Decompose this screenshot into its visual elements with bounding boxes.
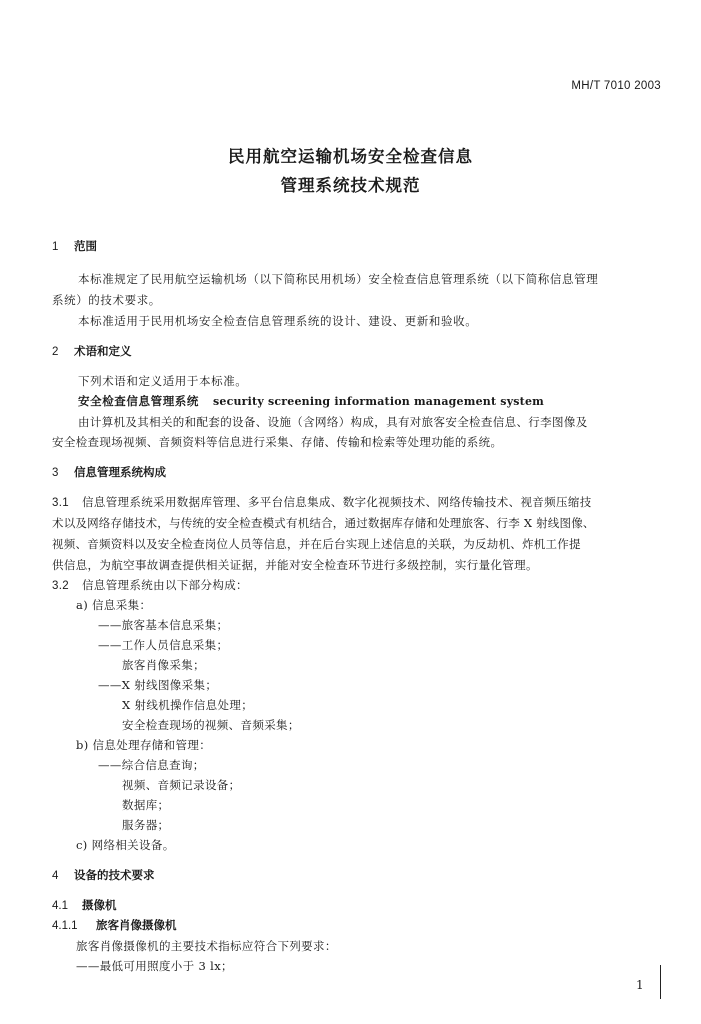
list-b-item-2: 视频、音频记录设备；: [122, 778, 241, 792]
section-4-1-heading: [52, 897, 117, 913]
section-4-1-1-number: 4.1.1: [52, 920, 78, 932]
clause-3-2-number: 3.2: [52, 580, 70, 592]
clause-3-1-text-a: 信息管理系统采用数据库管理、多平台信息集成、数字化视频技术、网络传输技术、视音频压缩技: [82, 495, 592, 509]
clause-3-1-number: 3.1: [52, 497, 70, 509]
standard-code: MH/T 7010 2003: [571, 80, 661, 92]
section-4-1-title: 摄像机: [82, 898, 117, 912]
section-1-para-2: 本标准适用于民用机场安全检查信息管理系统的设计、建设、更新和验收。: [78, 314, 478, 328]
clause-3-2-text: 信息管理系统由以下部分构成：: [82, 578, 248, 592]
section-3-number: 3: [52, 467, 59, 479]
section-1-para-1a: 本标准规定了民用航空运输机场（以下简称民用机场）安全检查信息管理系统（以下简称信息管理: [78, 272, 599, 286]
list-a-item-4: ——X 射线图像采集；: [98, 678, 218, 692]
section-4-1-1-title: 旅客肖像摄像机: [96, 918, 177, 932]
list-a-item-5: X 射线机操作信息处理；: [122, 698, 254, 712]
list-item-b: b) 信息处理存储和管理：: [76, 738, 212, 752]
list-a-item-1: ——旅客基本信息采集；: [98, 618, 229, 632]
clause-3-1-line-c: 视频、音频资料以及安全检查岗位人员等信息，并在后台实现上述信息的关联，为反劫机、炸机工作提: [52, 537, 581, 551]
page-number: 1: [636, 978, 644, 992]
list-b-item-1: ——综合信息查询；: [98, 758, 205, 772]
list-a-item-6: 安全检查现场的视频、音频采集；: [122, 718, 300, 732]
section-3-title: 信息管理系统构成: [74, 465, 166, 479]
section-1-heading: [52, 238, 97, 254]
section-2-heading: [52, 343, 132, 359]
section-4-heading: [52, 867, 155, 883]
term-english: security screening information management system: [213, 395, 544, 408]
section-1-number: 1: [52, 241, 59, 253]
clause-3-1-line-b: 术以及网络存储技术，与传统的安全检查模式有机结合，通过数据库存储和处理旅客、行李 X 射线图像、: [52, 516, 595, 530]
clause-3-2-line: [52, 577, 248, 593]
section-3-heading: [52, 464, 166, 480]
document-title-line-1: 民用航空运输机场安全检查信息: [228, 147, 473, 166]
section-4-para-2: ——最低可用照度小于 3 lx；: [76, 959, 233, 973]
definition-line-b: 安全检查现场视频、音频资料等信息进行采集、存储、传输和检索等处理功能的系统。: [52, 435, 503, 449]
scan-edge-mark: [660, 965, 661, 999]
list-a-item-2: ——工作人员信息采集；: [98, 638, 229, 652]
section-2-title: 术语和定义: [74, 344, 132, 358]
list-item-c: c) 网络相关设备。: [76, 838, 175, 852]
term-chinese: 安全检查信息管理系统: [78, 394, 199, 408]
section-4-title: 设备的技术要求: [74, 868, 155, 882]
list-b-item-4: 服务器；: [122, 818, 170, 832]
section-2-intro: 下列术语和定义适用于本标准。: [78, 374, 248, 388]
section-4-1-1-heading: [52, 917, 177, 933]
section-1-title: 范围: [74, 239, 97, 253]
section-4-para-1: 旅客肖像摄像机的主要技术指标应符合下列要求：: [76, 939, 337, 953]
clause-3-1-line-d: 供信息，为航空事故调查提供相关证据，并能对安全检查环节进行多级控制，实行量化管理。: [52, 558, 538, 572]
document-title-line-2: 管理系统技术规范: [280, 176, 421, 195]
section-2-number: 2: [52, 346, 59, 358]
section-4-number: 4: [52, 870, 59, 882]
clause-3-1-line-a: [52, 494, 592, 510]
list-item-a: a) 信息采集：: [76, 598, 152, 612]
definition-line-a: 由计算机及其相关的和配套的设备、设施（含网络）构成，具有对旅客安全检查信息、行李图像及: [78, 415, 588, 429]
section-4-1-number: 4.1: [52, 900, 68, 912]
term-definition-line: [78, 393, 544, 409]
list-b-item-3: 数据库；: [122, 798, 170, 812]
section-1-para-1b: 系统）的技术要求。: [52, 293, 161, 307]
list-a-item-3: 旅客肖像采集；: [122, 658, 205, 672]
